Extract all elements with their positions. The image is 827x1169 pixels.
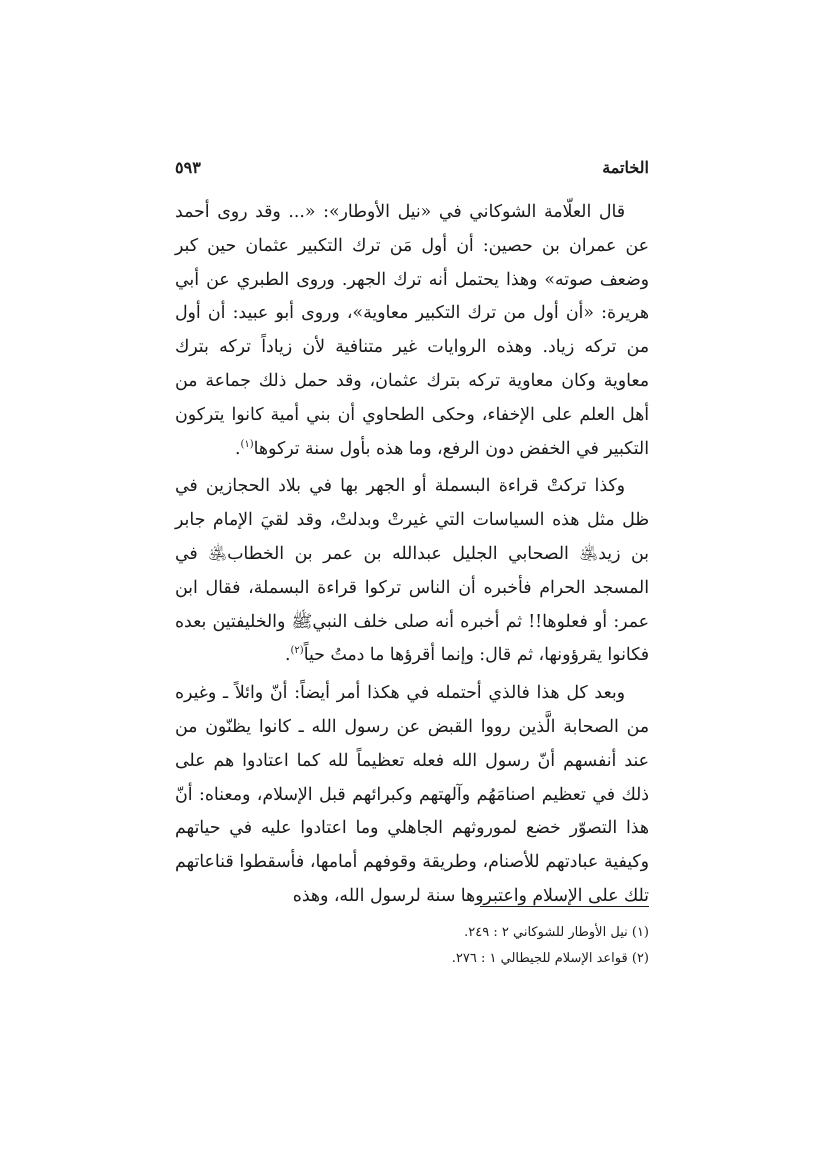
paragraph-text: قال العلّامة الشوكاني في «نيل الأوطار»: «... وقد روى أحمد عن عمران بن حصين: أن أول مَن ترك التكبير عثمان حين كبر وضعف صوته» وهذا يحتمل أنه ترك الجهر. وروى الطبري عن أبي هريرة: «أن أول من ترك التكبير معاوية»، وروى أبو عبيد: أن أول من تركه زياد. وهذه الروايات غير متنافية لأن زياداً تركه بترك معاوية وكان معاوية تركه بترك عثمان، وقد حمل ذلك جماعة من أهل العلم على الإخفاء، وحكى الطحاوي أن بني أمية كانوا يتركون التكبير في الخفض دون الرفع، وما هذه بأول سنة تركوها	[175, 202, 649, 459]
paragraph-text: وكذا تركتْ قراءة البسملة أو الجهر بها في بلاد الحجازين في ظل مثل هذه السياسات التي غيرتْ وبدلتْ، وقد لقيَ الإمام جابر بن زيد﵁ الصحابي الجليل عبدالله بن عمر بن الخطاب﵁ في المسجد الحرام فأخبره أن الناس تركوا قراءة البسملة، فقال ابن عمر: أو فعلوها!! ثم أخبره أنه صلى خلف النبيﷺ والخليفتين بعده فكانوا يقرؤونها، ثم قال: وإنما أقرؤها ما دمتُ حياً	[175, 476, 649, 666]
main-text	[175, 196, 649, 914]
page-number: ٥٩٣	[175, 157, 201, 177]
footnote-1: (١) نيل الأوطار للشوكاني ٢ : ٢٤٩.	[464, 925, 649, 940]
paragraph-1	[175, 196, 649, 466]
footnotes	[175, 920, 649, 972]
paragraph-3	[175, 677, 649, 914]
paragraph-text: وبعد كل هذا فالذي أحتمله في هكذا أمر أيضاً: أنّ وائلاً ـ وغيره من الصحابة الَّذين رووا القبض عن رسول الله ـ كانوا يظنّون من عند أنفسهم أنّ رسول الله فعله تعظيماً لله كما اعتادوا هم على ذلك في تعظيم اصنامَهُم وآلهتهم وكبرائهم قبل الإسلام، ومعناه: أنّ هذا التصوّر خضع لموروثهم الجاهلي وما اعتادوا عليه في حياتهم وكيفية عبادتهم للأصنام، وطريقة وقوفهم أمامها، فأسقطوا قناعاتهم تلك على الإسلام واعتبروها سنة لرسول الله، وهذه	[175, 683, 649, 906]
footnote-reference: (١)	[240, 438, 254, 450]
paragraph-end-punct: .	[285, 645, 291, 666]
footnote-2: (٢) قواعد الإسلام للجيطالي ١ : ٢٧٦.	[451, 951, 649, 966]
running-header	[175, 152, 649, 182]
chapter-title: الخاتمة	[602, 157, 649, 177]
footnote-divider	[480, 906, 649, 907]
paragraph-end-punct: .	[234, 438, 241, 459]
footnote-reference: (٢)	[290, 645, 304, 657]
paragraph-2	[175, 470, 649, 673]
